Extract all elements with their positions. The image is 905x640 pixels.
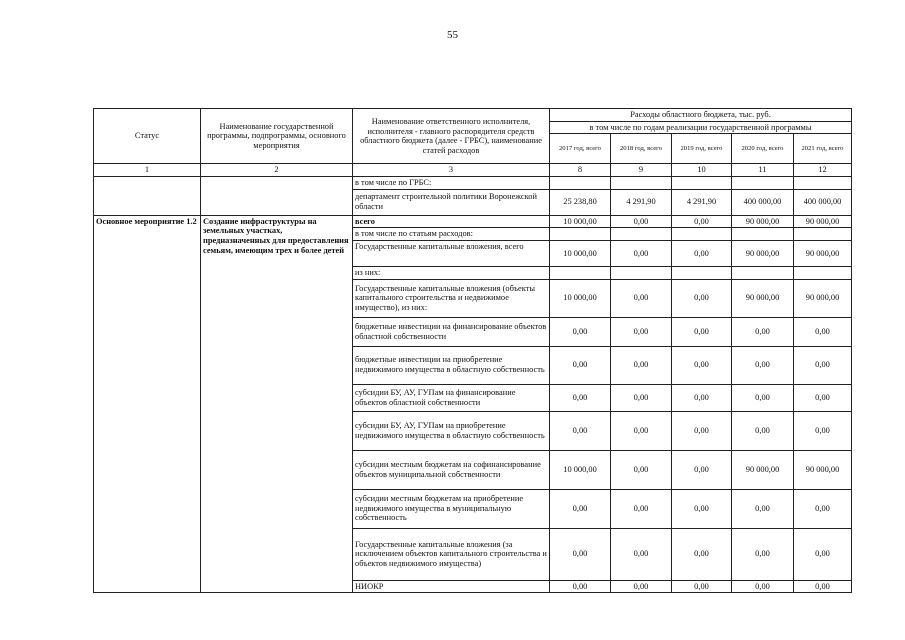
value-cell: 400 000,00	[732, 189, 794, 215]
value-cell: 25 238,80	[550, 189, 611, 215]
header-year: 2019 год, всего	[672, 134, 732, 164]
value-cell: 0,00	[672, 528, 732, 580]
value-cell: 0,00	[794, 580, 852, 593]
value-cell: 10 000,00	[550, 450, 611, 489]
value-cell: 90 000,00	[794, 450, 852, 489]
header-status: Статус	[94, 109, 201, 164]
value-cell: 4 291,90	[611, 189, 672, 215]
header-year: 2020 год, всего	[732, 134, 794, 164]
budget-table	[93, 108, 852, 593]
row-label: всего	[353, 215, 550, 228]
value-cell: 90 000,00	[794, 279, 852, 317]
value-cell: 0,00	[732, 580, 794, 593]
value-cell: 0,00	[732, 346, 794, 384]
table-row	[94, 215, 852, 228]
value-cell: 0,00	[794, 411, 852, 450]
row-label: Государственные капитальные вложения, всего	[353, 240, 550, 266]
column-number: 9	[611, 164, 672, 177]
header-program-name: Наименование государственной программы, подпрограммы, основного мероприятия	[201, 109, 353, 164]
value-cell: 90 000,00	[732, 240, 794, 266]
row-label: Государственные капитальные вложения (объекты капитального строительства и недвижимое имущество), из них:	[353, 279, 550, 317]
value-cell: 0,00	[794, 346, 852, 384]
value-cell: 0,00	[611, 580, 672, 593]
value-cell: 0,00	[611, 384, 672, 411]
value-cell: 0,00	[611, 450, 672, 489]
value-cell: 90 000,00	[732, 450, 794, 489]
value-cell: 0,00	[672, 279, 732, 317]
row-label: субсидии БУ, АУ, ГУПам на финансирование объектов областной собственности	[353, 384, 550, 411]
value-cell: 90 000,00	[732, 279, 794, 317]
header-year: 2021 год, всего	[794, 134, 852, 164]
row-label: департамент строительной политики Воронежской области	[353, 189, 550, 215]
value-cell: 0,00	[672, 215, 732, 228]
value-cell: 0,00	[550, 580, 611, 593]
value-cell: 0,00	[672, 317, 732, 346]
value-cell: 0,00	[672, 384, 732, 411]
row-label: Государственные капитальные вложения (за исключением объектов капитального строительства и объектов недвижимого имущества)	[353, 528, 550, 580]
row-label: субсидии местным бюджетам на приобретение недвижимого имущества в муниципальную собственность	[353, 489, 550, 528]
value-cell: 4 291,90	[672, 189, 732, 215]
value-cell: 0,00	[794, 489, 852, 528]
value-cell: 400 000,00	[794, 189, 852, 215]
value-cell: 0,00	[550, 489, 611, 528]
value-cell: 0,00	[732, 317, 794, 346]
value-cell: 0,00	[732, 528, 794, 580]
column-number: 12	[794, 164, 852, 177]
row-label: из них:	[353, 266, 550, 279]
header-expenses: Расходы областного бюджета, тыс. руб.	[550, 109, 852, 122]
column-number: 1	[94, 164, 201, 177]
value-cell: 0,00	[611, 411, 672, 450]
row-label: НИОКР	[353, 580, 550, 593]
row-label: в том числе по статьям расходов:	[353, 228, 550, 241]
value-cell: 0,00	[794, 384, 852, 411]
value-cell: 10 000,00	[550, 279, 611, 317]
row-label: в том числе по ГРБС:	[353, 176, 550, 189]
header-year: 2017 год, всего	[550, 134, 611, 164]
value-cell: 10 000,00	[550, 215, 611, 228]
value-cell: 0,00	[672, 489, 732, 528]
column-number: 8	[550, 164, 611, 177]
row-label: субсидии БУ, АУ, ГУПам на приобретение недвижимого имущества в областную собственность	[353, 411, 550, 450]
value-cell: 0,00	[672, 450, 732, 489]
column-number: 11	[732, 164, 794, 177]
value-cell: 0,00	[611, 528, 672, 580]
value-cell: 0,00	[550, 411, 611, 450]
value-cell: 0,00	[672, 411, 732, 450]
value-cell: 0,00	[732, 384, 794, 411]
header-year: 2018 год, всего	[611, 134, 672, 164]
column-number: 10	[672, 164, 732, 177]
value-cell: 90 000,00	[794, 240, 852, 266]
value-cell: 0,00	[611, 346, 672, 384]
value-cell: 0,00	[550, 528, 611, 580]
value-cell: 0,00	[550, 317, 611, 346]
measure-name: Создание инфраструктуры на земельных участках, предназначенных для предоставления семьям, имеющим трех и более детей	[201, 215, 353, 593]
value-cell: 0,00	[672, 346, 732, 384]
value-cell: 0,00	[611, 240, 672, 266]
value-cell: 0,00	[672, 240, 732, 266]
row-label: бюджетные инвестиции на приобретение недвижимого имущества в областную собственность	[353, 346, 550, 384]
value-cell: 0,00	[794, 528, 852, 580]
value-cell: 90 000,00	[732, 215, 794, 228]
value-cell: 0,00	[550, 346, 611, 384]
table-row	[94, 176, 852, 189]
value-cell: 90 000,00	[794, 215, 852, 228]
value-cell: 0,00	[672, 580, 732, 593]
value-cell: 0,00	[732, 411, 794, 450]
value-cell: 0,00	[611, 489, 672, 528]
page-number: 55	[447, 29, 458, 41]
column-number: 2	[201, 164, 353, 177]
column-number: 3	[353, 164, 550, 177]
value-cell: 0,00	[611, 317, 672, 346]
value-cell: 0,00	[611, 215, 672, 228]
header-by-years: в том числе по годам реализации государственной программы	[550, 121, 852, 134]
value-cell: 10 000,00	[550, 240, 611, 266]
row-label: бюджетные инвестиции на финансирование объектов областной собственности	[353, 317, 550, 346]
value-cell: 0,00	[794, 317, 852, 346]
measure-status: Основное мероприятие 1.2	[94, 215, 201, 593]
value-cell: 0,00	[732, 489, 794, 528]
row-label: субсидии местным бюджетам на софинансирование объектов муниципальной собственности	[353, 450, 550, 489]
value-cell: 0,00	[611, 279, 672, 317]
header-executor: Наименование ответственного исполнителя, исполнителя - главного распорядителя средств областного бюджета (далее - ГРБС), наименование статей расходов	[353, 109, 550, 164]
value-cell: 0,00	[550, 384, 611, 411]
